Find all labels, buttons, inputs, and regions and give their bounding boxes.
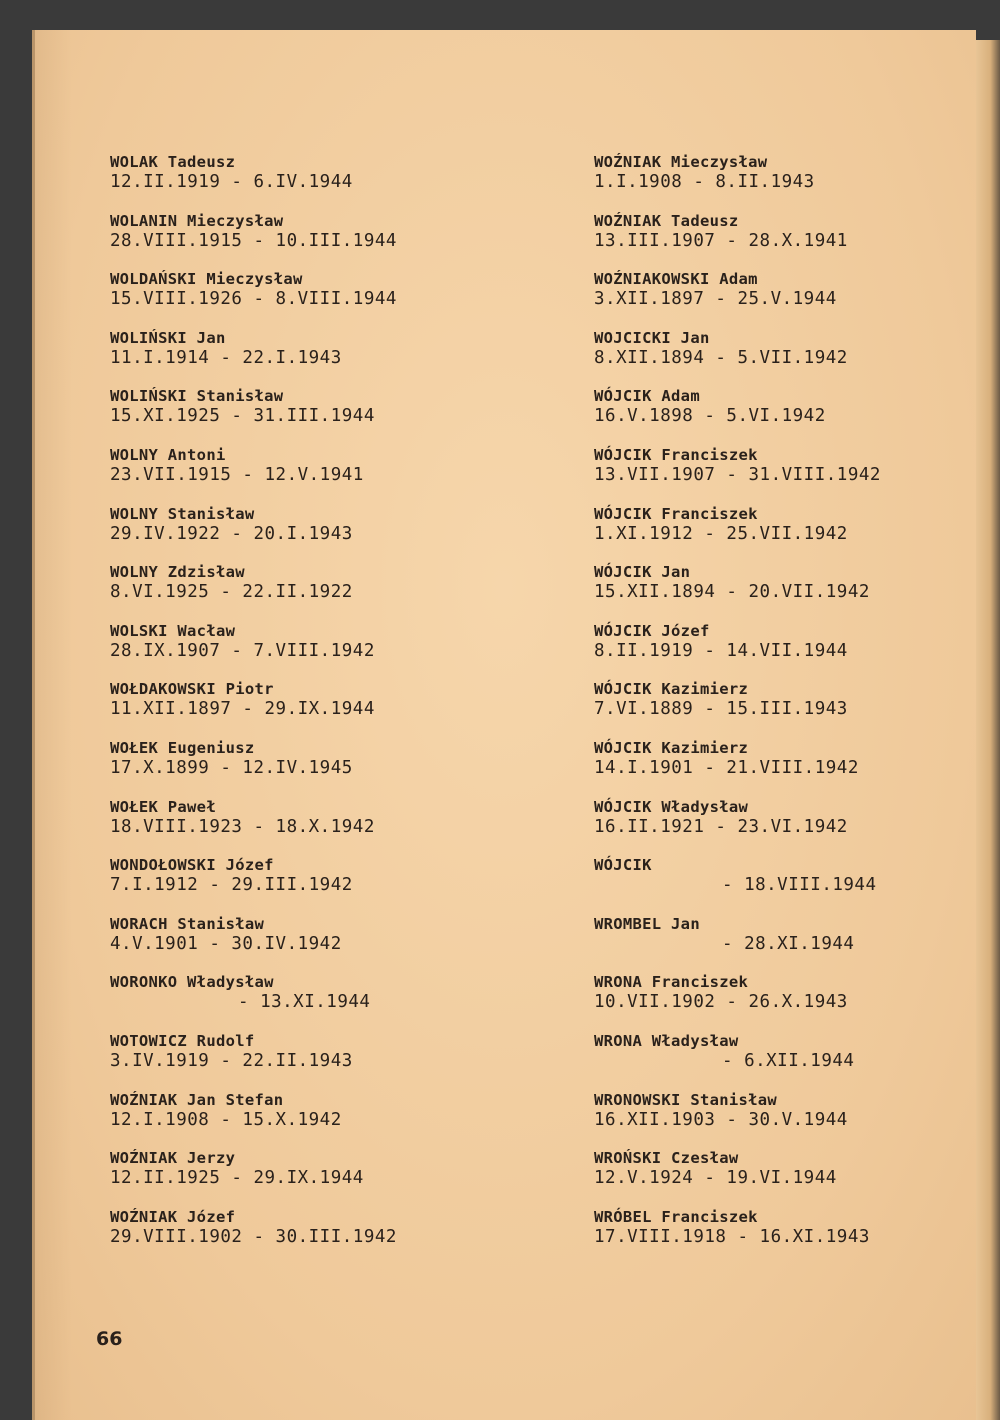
list-item (594, 329, 954, 388)
page-binding-edge (32, 30, 35, 1420)
entry-dates: 15.XI.1925 - 31.III.1944 (110, 406, 375, 427)
entry-name: WOŁEK Paweł (110, 797, 216, 816)
entry-name: WOLNY Antoni (110, 445, 226, 464)
entry-dates: 12.I.1908 - 15.X.1942 (110, 1109, 342, 1130)
entry-name: WÓJCIK Franciszek (594, 504, 758, 523)
entry-dates: 16.II.1921 - 23.VI.1942 (594, 816, 848, 837)
entry-name: WÓJCIK Kazimierz (594, 680, 749, 699)
list-item (110, 153, 530, 212)
entry-dates: 14.I.1901 - 21.VIII.1942 (594, 757, 859, 778)
entry-dates: 8.II.1919 - 14.VII.1944 (594, 640, 848, 661)
entry-name: WOŁDAKOWSKI Piotr (110, 680, 274, 699)
entry-dates: - 28.XI.1944 (722, 933, 855, 954)
list-item (110, 270, 530, 329)
entry-dates: 29.VIII.1902 - 30.III.1942 (110, 1226, 397, 1247)
entry-dates: 13.III.1907 - 28.X.1941 (594, 230, 848, 251)
entry-name: WOŁEK Eugeniusz (110, 738, 255, 757)
entry-dates: 23.VII.1915 - 12.V.1941 (110, 464, 364, 485)
list-item (594, 446, 954, 505)
entry-dates: 18.VIII.1923 - 18.X.1942 (110, 816, 375, 837)
entry-dates: - 18.VIII.1944 (722, 875, 877, 896)
page-number: 66 (96, 1328, 123, 1350)
list-item (110, 563, 530, 622)
entry-dates: 8.VI.1925 - 22.II.1922 (110, 582, 353, 603)
list-item (594, 153, 954, 212)
list-item (594, 973, 954, 1032)
entry-name: WORACH Stanisław (110, 914, 265, 933)
list-item (594, 680, 954, 739)
entry-dates: 7.VI.1889 - 15.III.1943 (594, 699, 848, 720)
entry-name: WÓJCIK Józef (594, 621, 710, 640)
entry-dates: 1.XI.1912 - 25.VII.1942 (594, 523, 848, 544)
entry-dates: 10.VII.1902 - 26.X.1943 (594, 992, 848, 1013)
entry-name: WÓJCIK Jan (594, 563, 691, 582)
right-column (594, 153, 954, 1266)
list-item (594, 739, 954, 798)
entry-dates: - 6.XII.1944 (722, 1050, 855, 1071)
entry-dates: 3.IV.1919 - 22.II.1943 (110, 1050, 353, 1071)
list-item (594, 856, 954, 915)
entry-name: WRONA Franciszek (594, 973, 749, 992)
list-item (110, 329, 530, 388)
entry-dates: 12.II.1925 - 29.IX.1944 (110, 1168, 364, 1189)
entry-name: WOŹNIAK Jan Stefan (110, 1090, 284, 1109)
entry-dates: 11.I.1914 - 22.I.1943 (110, 347, 342, 368)
entry-name: WOLSKI Wacław (110, 621, 236, 640)
list-item (594, 505, 954, 564)
list-item (110, 212, 530, 271)
entry-name: WOŹNIAK Mieczysław (594, 153, 768, 171)
entry-name: WÓJCIK Władysław (594, 797, 749, 816)
entry-dates: 16.V.1898 - 5.VI.1942 (594, 406, 826, 427)
page-right-edge (976, 40, 1000, 1420)
entry-dates: 17.VIII.1918 - 16.XI.1943 (594, 1226, 870, 1247)
entry-dates: 17.X.1899 - 12.IV.1945 (110, 757, 353, 778)
entry-dates: 12.II.1919 - 6.IV.1944 (110, 172, 353, 192)
entry-name: WOLAK Tadeusz (110, 153, 236, 171)
list-item (594, 622, 954, 681)
entry-dates: 3.XII.1897 - 25.V.1944 (594, 289, 837, 310)
entry-name: WOLDAŃSKI Mieczysław (110, 270, 303, 289)
entry-name: WÓJCIK (594, 856, 652, 875)
entry-name: WROŃSKI Czesław (594, 1149, 739, 1168)
entry-name: WOŹNIAK Józef (110, 1207, 236, 1226)
left-column (110, 153, 530, 1266)
entry-name: WOŹNIAKOWSKI Adam (594, 270, 758, 289)
entry-dates: 1.I.1908 - 8.II.1943 (594, 172, 815, 192)
entry-name: WOJCICKI Jan (594, 328, 710, 347)
entry-name: WOLANIN Mieczysław (110, 211, 284, 230)
entry-dates: 15.VIII.1926 - 8.VIII.1944 (110, 289, 397, 310)
entry-dates: 11.XII.1897 - 29.IX.1944 (110, 699, 375, 720)
entry-dates: 13.VII.1907 - 31.VIII.1942 (594, 464, 881, 485)
entry-dates: 8.XII.1894 - 5.VII.1942 (594, 347, 848, 368)
list-item (594, 1091, 954, 1150)
entry-name: WRONA Władysław (594, 1031, 739, 1050)
list-item (594, 1032, 954, 1091)
list-item (110, 622, 530, 681)
entry-dates: 4.V.1901 - 30.IV.1942 (110, 933, 342, 954)
list-item (110, 1149, 530, 1208)
list-item (594, 387, 954, 446)
list-item (110, 680, 530, 739)
list-item (110, 446, 530, 505)
list-item (594, 915, 954, 974)
entry-name: WÓJCIK Adam (594, 387, 700, 406)
entry-name: WOLNY Stanisław (110, 504, 255, 523)
entry-name: WROMBEL Jan (594, 914, 700, 933)
entry-name: WÓJCIK Kazimierz (594, 738, 749, 757)
list-item (594, 798, 954, 857)
entry-name: WORONKO Władysław (110, 973, 274, 992)
list-item (110, 1091, 530, 1150)
list-item (110, 856, 530, 915)
entry-dates: 16.XII.1903 - 30.V.1944 (594, 1109, 848, 1130)
entry-name: WÓJCIK Franciszek (594, 445, 758, 464)
list-item (110, 739, 530, 798)
list-item (110, 915, 530, 974)
entry-dates: 29.IV.1922 - 20.I.1943 (110, 523, 353, 544)
list-item (110, 387, 530, 446)
entry-dates: 28.VIII.1915 - 10.III.1944 (110, 230, 397, 251)
list-item (594, 1149, 954, 1208)
list-item (110, 1208, 530, 1267)
entry-name: WRÓBEL Franciszek (594, 1207, 758, 1226)
entry-dates: 28.IX.1907 - 7.VIII.1942 (110, 640, 375, 661)
entry-dates: 12.V.1924 - 19.VI.1944 (594, 1168, 837, 1189)
entry-name: WOŹNIAK Jerzy (110, 1149, 236, 1168)
entry-dates: 7.I.1912 - 29.III.1942 (110, 875, 353, 896)
list-item (594, 563, 954, 622)
list-item (110, 1032, 530, 1091)
entry-name: WONDOŁOWSKI Józef (110, 856, 274, 875)
entry-name: WOŹNIAK Tadeusz (594, 211, 739, 230)
list-item (594, 270, 954, 329)
list-item (594, 1208, 954, 1267)
list-item (594, 212, 954, 271)
entry-name: WRONOWSKI Stanisław (594, 1090, 778, 1109)
entry-dates: 15.XII.1894 - 20.VII.1942 (594, 582, 870, 603)
list-item (110, 798, 530, 857)
list-item (110, 973, 530, 1032)
entry-name: WOTOWICZ Rudolf (110, 1031, 255, 1050)
entry-name: WOLIŃSKI Stanisław (110, 387, 284, 406)
entry-dates: - 13.XI.1944 (238, 992, 371, 1013)
entry-name: WOLIŃSKI Jan (110, 328, 226, 347)
list-item (110, 505, 530, 564)
entry-name: WOLNY Zdzisław (110, 563, 245, 582)
